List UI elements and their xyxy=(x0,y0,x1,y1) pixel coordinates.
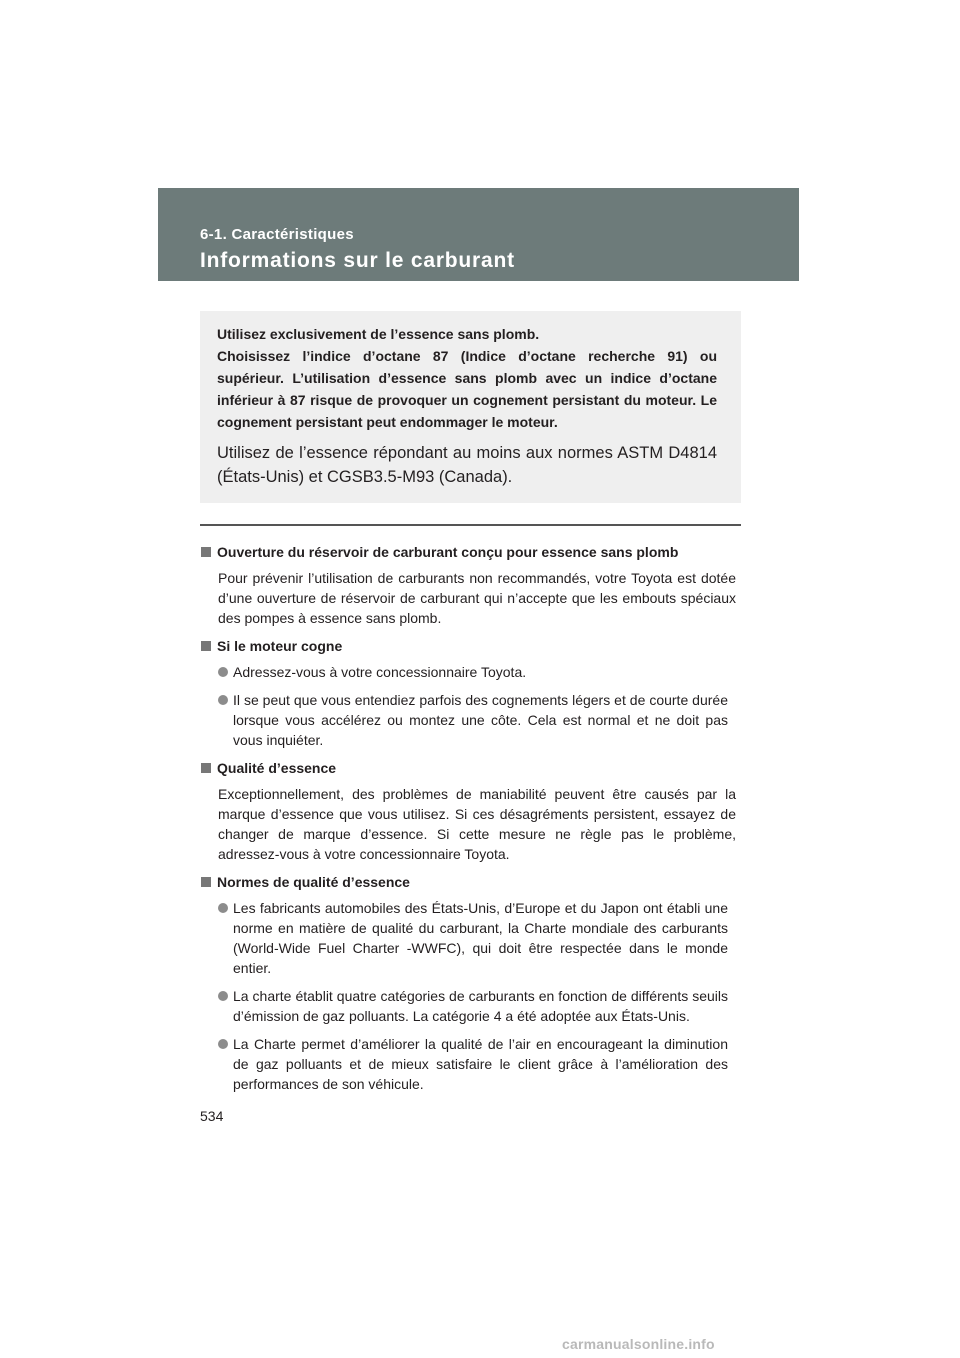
list-item: La charte établit quatre catégories de carburants en fonction de différents seuils d’émission de gaz polluants. La catégorie 4 a été adoptée aux États-Unis. xyxy=(200,986,736,1026)
list-item: Les fabricants automobiles des États-Unis, d’Europe et du Japon ont établi une norme en matière de qualité du carburant, la Charte mondiale des carburants (World-Wide Fuel Charter -WWFC), qui doit être respectée dans le monde entier. xyxy=(200,898,736,978)
intro-box xyxy=(200,311,741,503)
intro-bold-text: Utilisez exclusivement de l’essence sans plomb. Choisissez l’indice d’octane 87 (Indice d’octane recherche 91) ou supérieur. L’utilisation d’essence sans plomb avec un indice d’octane inférieur à 87 risque de provoquer un cognement persistant du moteur. Le cognement persistant peut endommager le moteur. xyxy=(217,326,717,430)
divider xyxy=(200,524,741,526)
circle-bullet-icon xyxy=(218,695,228,705)
watermark: carmanualsonline.info xyxy=(562,1336,715,1352)
square-bullet-icon xyxy=(201,877,211,887)
section-heading: Ouverture du réservoir de carburant conçu pour essence sans plomb xyxy=(200,542,736,562)
page-title: Informations sur le carburant xyxy=(200,249,515,272)
section-heading: Qualité d’essence xyxy=(200,758,736,778)
circle-bullet-icon xyxy=(218,667,228,677)
section-paragraph: Exceptionnellement, des problèmes de maniabilité peuvent être causés par la marque d’essence que vous utilisez. Si ces désagréments persistent, essayez de changer de marque d’essence. Si cette mesure ne règle pas le problème, adressez-vous à votre concessionnaire Toyota. xyxy=(218,786,736,862)
circle-bullet-icon xyxy=(218,903,228,913)
square-bullet-icon xyxy=(201,547,211,557)
page-number: 534 xyxy=(200,1108,224,1124)
section-label: 6-1. Caractéristiques xyxy=(200,226,354,243)
list-item: La Charte permet d’améliorer la qualité de l’air en encourageant la diminution de gaz polluants et de mieux satisfaire le client grâce à l’amélioration des performances de son véhicule. xyxy=(200,1034,736,1094)
chapter-header xyxy=(158,188,799,281)
content xyxy=(200,542,736,1102)
circle-bullet-icon xyxy=(218,1039,228,1049)
section-paragraph: Pour prévenir l’utilisation de carburants non recommandés, votre Toyota est dotée d’une ouverture de réservoir de carburant qui n’accepte que les embouts spéciaux des pompes à essence sans plomb. xyxy=(218,570,736,626)
section-heading: Si le moteur cogne xyxy=(200,636,736,656)
section-heading: Normes de qualité d’essence xyxy=(200,872,736,892)
square-bullet-icon xyxy=(201,763,211,773)
list-item: Il se peut que vous entendiez parfois des cognements légers et de courte durée lorsque vous accélérez ou montez une côte. Cela est normal et ne doit pas vous inquiéter. xyxy=(200,690,736,750)
circle-bullet-icon xyxy=(218,991,228,1001)
intro-normal-text: Utilisez de l’essence répondant au moins aux normes ASTM D4814 (États-Unis) et CGSB3.5-M93 (Canada). xyxy=(217,444,717,486)
list-item: Adressez-vous à votre concessionnaire Toyota. xyxy=(200,662,736,682)
square-bullet-icon xyxy=(201,641,211,651)
